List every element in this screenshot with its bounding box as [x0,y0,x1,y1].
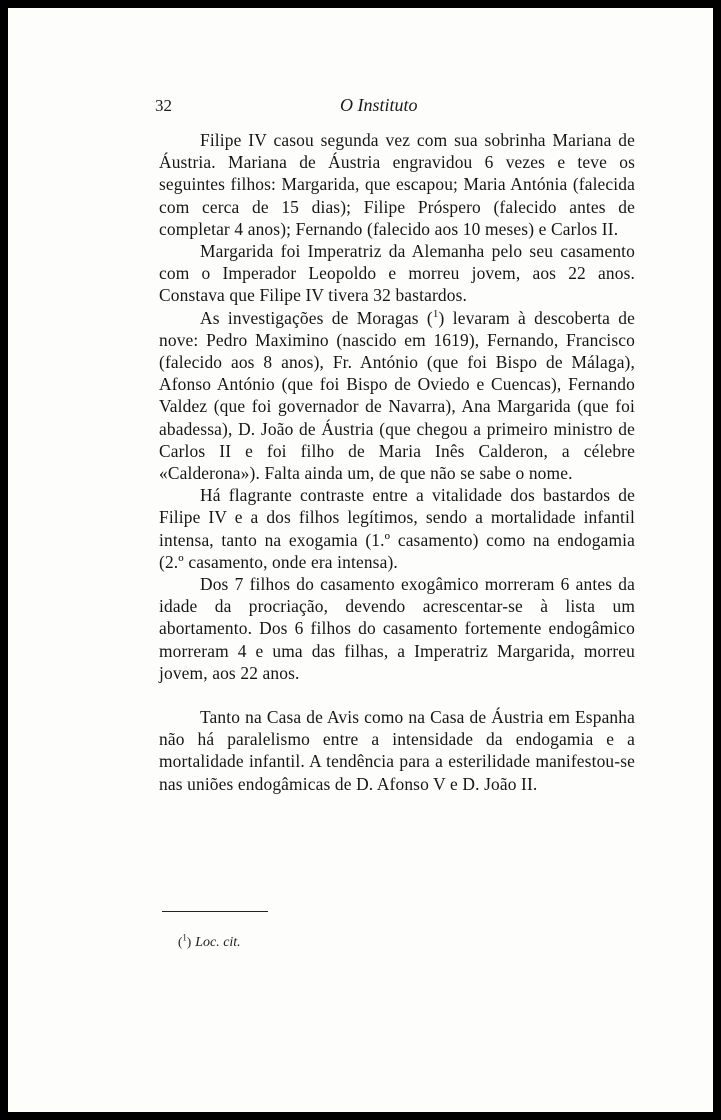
paragraph-3 [159,307,635,485]
footnote-mark: ($^1$) [178,933,192,950]
paragraph-6 [159,706,635,795]
paragraph-4-text: Há flagrante contraste entre a vitalidade dos bastardos de Filipe IV e a dos filhos legítimos, sendo a mortalidade infantil intensa, tanto na exogamia (1.º casamento) como na endogamia (2.º casamento, onde era intensa). [159,485,635,572]
paragraph-3-text-start: As investigações de Moragas ( [200,307,433,328]
running-title: O Instituto [340,95,418,115]
footnote [178,933,241,951]
paragraph-3-text-end: ) levaram à descoberta de nove: Pedro Maximino (nascido em 1619), Fernando, Francisco (falecido aos 8 anos), Fr. António (que foi Bispo de Málaga), Afonso António (que foi Bispo de Oviedo e Cuencas), Fernando Valdez (que foi governador de Navarra), Ana Margarida (que foi abadessa), D. João de Áustria (que chegou a primeiro ministro de Carlos II e foi filho de Maria Inês Calderon, a célebre «Calderona»). Falta ainda um, de que não se sabe o nome. [159,307,636,484]
footnote-mark-number: 1 [182,933,187,943]
paragraph-2-text: Margarida foi Imperatriz da Alemanha pelo seu casamento com o Imperador Leopoldo e morreu jovem, aos 22 anos. Constava que Filipe IV tivera 32 bastardos. [159,241,635,306]
document-page [8,8,713,1112]
page-number: 32 [155,96,172,115]
paragraph-6-text: Tanto na Casa de Avis como na Casa de Áustria em Espanha não há paralelismo entre a intensidade da endogamia e a mortalidade infantil. A tendência para a esterilidade manifestou-se nas uniões endogâmicas de D. Afonso V e D. João II. [159,707,635,794]
paragraph-5-text: Dos 7 filhos do casamento exogâmico morreram 6 antes da idade da procriação, devendo acrescentar-se à lista um abortamento. Dos 6 filhos do casamento fortemente endogâmico morreram 4 e uma das filhas, a Imperatriz Margarida, morreu jovem, aos 22 anos. [159,574,635,683]
paragraph-2 [159,240,635,307]
footnote-text: Loc. cit. [195,935,241,951]
paragraph-4 [159,484,635,573]
paragraph-1-text: Filipe IV casou segunda vez com sua sobrinha Mariana de Áustria. Mariana de Áustria engravidou 6 vezes e teve os seguintes filhos: Margarida, que escapou; Maria Antónia (falecida com cerca de 15 dias); Filipe Próspero (falecido antes de completar 4 anos); Fernando (falecido aos 10 meses) e Carlos II. [159,130,635,239]
footnote-reference: 1 [432,307,439,320]
paragraph-1 [159,129,635,240]
paragraph-5 [159,573,635,684]
body-text [159,129,635,795]
footnote-divider [162,911,268,912]
